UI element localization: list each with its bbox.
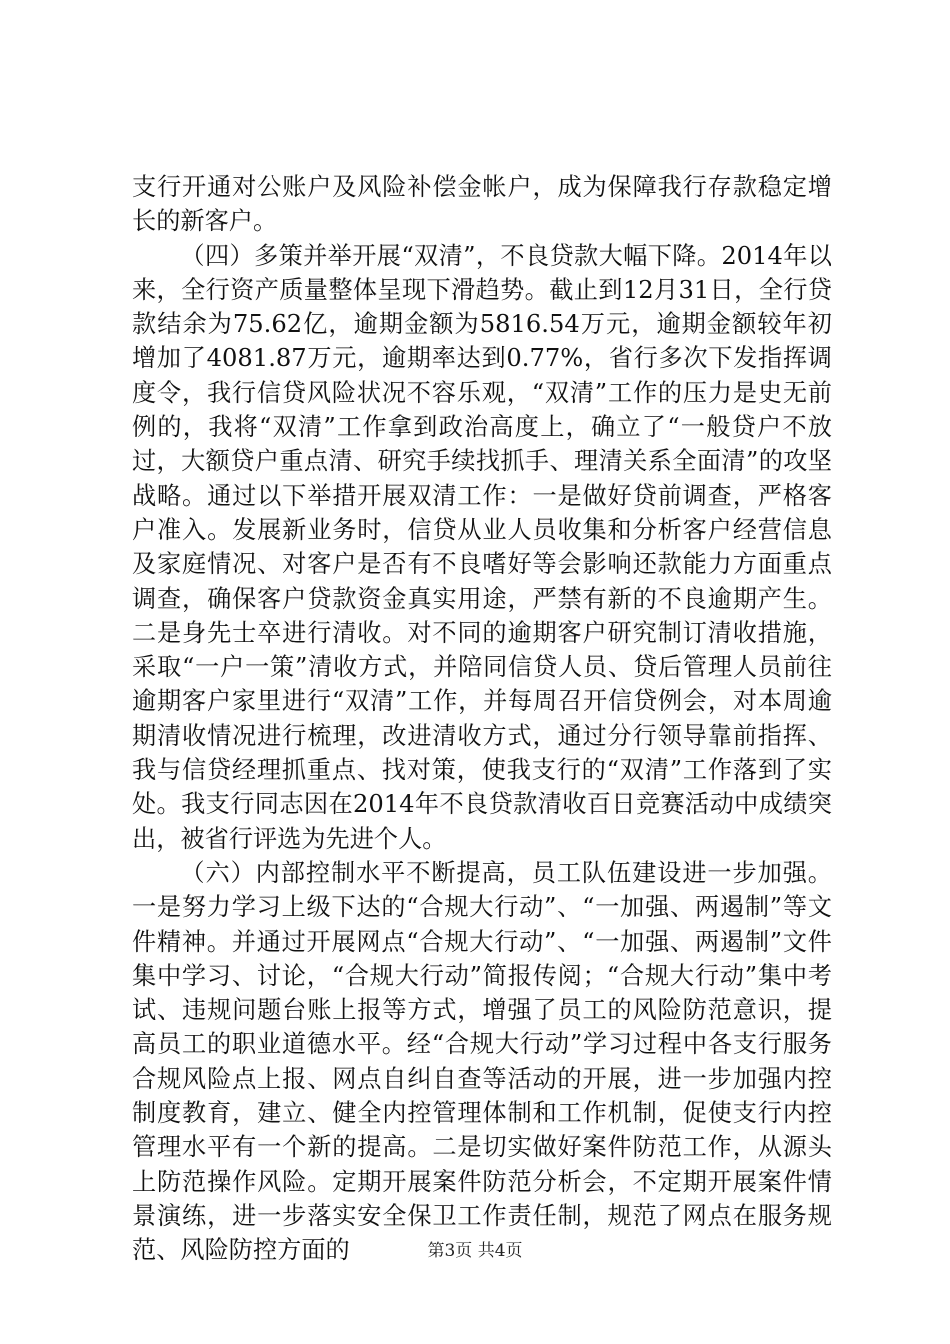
paragraph-section-six: （六）内部控制水平不断提高，员工队伍建设进一步加强。一是努力学习上级下达的“合规大行动”、“一加强、两遏制”等文件精神。并通过开展网点“合规大行动”、“一加强、两遏制”文件集中学习、讨论，“合规大行动”简报传阅；“合规大行动”集中考试、违规问题台账上报等方式，增强了员工的风险防范意识，提高员工的职业道德水平。经“合规大行动”学习过程中各支行服务合规风险点上报、网点自纠自查等活动的开展，进一步加强内控制度教育，建立、健全内控管理体制和工作机制，促使支行内控管理水平有一个新的提高。二是切实做好案件防范工作，从源头上防范操作风险。定期开展案件防范分析会，不定期开展案件情景演练，进一步落实安全保卫工作责任制，规范了网点在服务规范、风险防控方面的 bbox=[132, 858, 832, 1265]
page-number: 第3页 共4页 bbox=[427, 1241, 523, 1261]
paragraph-continuation: 支行开通对公账户及风险补偿金帐户，成为保障我行存款稳定增长的新客户。 bbox=[132, 173, 832, 236]
paragraph-section-four: （四）多策并举开展“双清”，不良贷款大幅下降。2014年以来，全行资产质量整体呈现下滑趋势。截止到12月31日，全行贷款结余为75.62亿，逾期金额为5816.54万元，逾期金额较年初增加了4081.87万元，逾期率达到0.77%，省行多次下发指挥调度令，我行信贷风险状况不容乐观，“双清”工作的压力是史无前例的，我将“双清”工作拿到政治高度上，确立了“一般贷户不放过，大额贷户重点清、研究手续找抓手、理清关系全面清”的攻坚战略。通过以下举措开展双清工作：一是做好贷前调查，严格客户准入。发展新业务时，信贷从业人员收集和分析客户经营信息及家庭情况、对客户是否有不良嗜好等会影响还款能力方面重点调查，确保客户贷款资金真实用途，严禁有新的不良逾期产生。二是身先士卒进行清收。对不同的逾期客户研究制订清收措施，采取“一户一策”清收方式，并陪同信贷人员、贷后管理人员前往逾期客户家里进行“双清”工作，并每周召开信贷例会，对本周逾期清收情况进行梳理，改进清收方式，通过分行领导靠前指挥、我与信贷经理抓重点、找对策，使我支行的“双清”工作落到了实处。我支行同志因在2014年不良贷款清收百日竞赛活动中成绩突出，被省行评选为先进个人。 bbox=[132, 241, 832, 853]
document-body bbox=[132, 170, 832, 1268]
page-footer bbox=[0, 1240, 950, 1262]
